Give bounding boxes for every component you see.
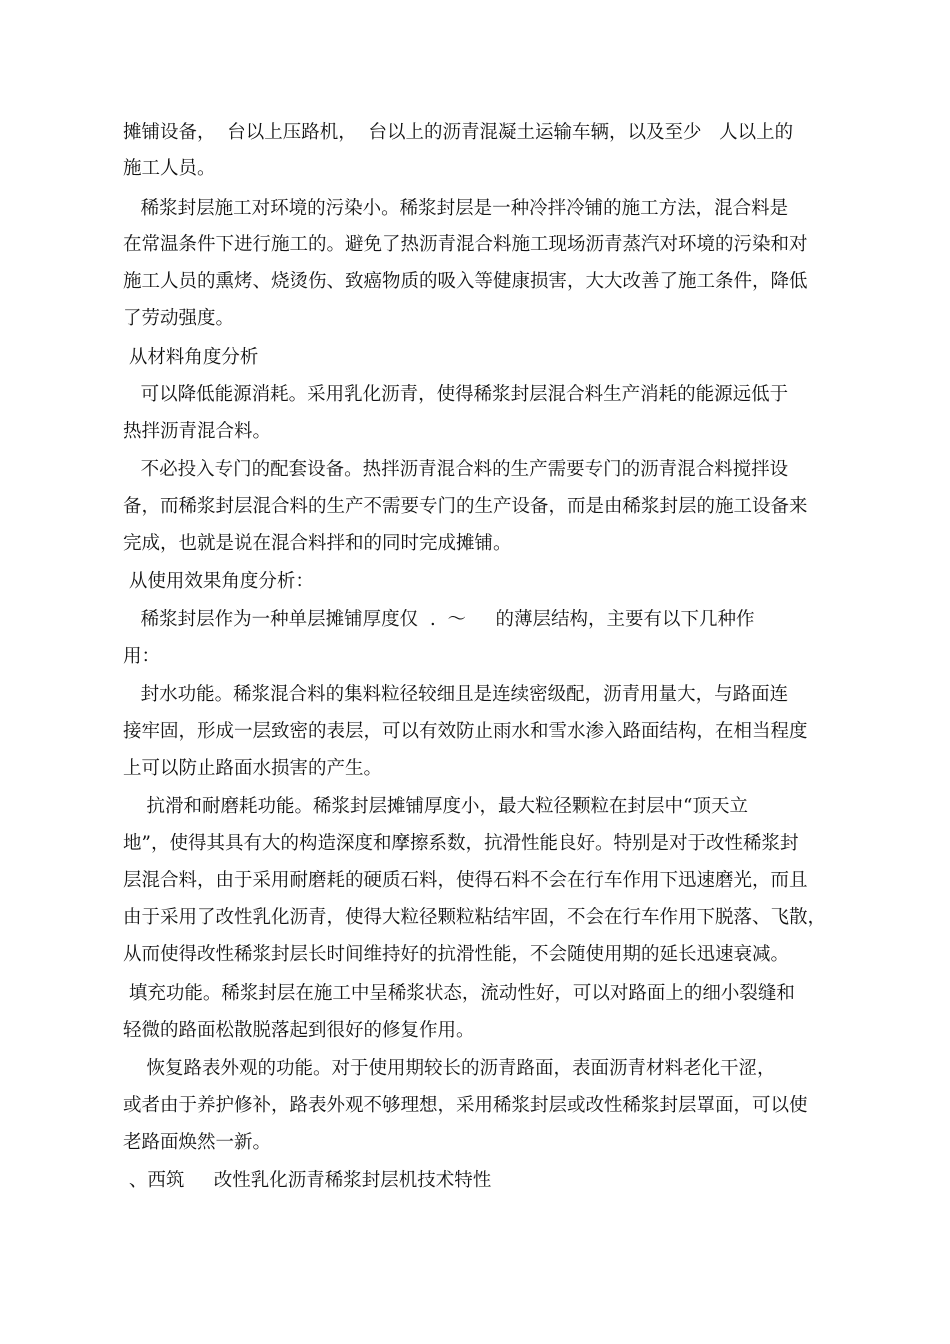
text-line: 老路面焕然一新。 (123, 1132, 272, 1153)
text-line: 不必投入专门的配套设备。热拌沥青混合料的生产需要专门的沥青混合料搅拌设 (123, 459, 789, 480)
text-line: 或者由于养护修补，路表外观不够理想，采用稀浆封层或改性稀浆封层罩面，可以使 (123, 1095, 808, 1116)
text-line: 轻微的路面松散脱落起到很好的修复作用。 (123, 1020, 475, 1041)
text-line: 施工人员的熏烤、烧烫伤、致癌物质的吸入等健康损害，大大改善了施工条件，降低 (123, 271, 808, 292)
text-line: 了劳动强度。 (123, 308, 235, 329)
text-line: 接牢固，形成一层致密的表层，可以有效防止雨水和雪水渗入路面结构，在相当程度 (123, 721, 808, 742)
text-line: 上可以防止路面水损害的产生。 (123, 758, 383, 779)
text-line: 地”，使得其具有大的构造深度和摩擦系数，抗滑性能良好。特别是对于改性稀浆封 (123, 833, 799, 854)
text-line: 备，而稀浆封层混合料的生产不需要专门的生产设备，而是由稀浆封层的施工设备来 (123, 496, 808, 517)
text-line: 抗滑和耐磨耗功能。稀浆封层摊铺厚度小，最大粒径颗粒在封层中“顶天立 (123, 796, 748, 817)
text-line: 可以降低能源消耗。采用乳化沥青，使得稀浆封层混合料生产消耗的能源远低于 (123, 384, 789, 405)
section-heading: 、西筑 改性乳化沥青稀浆封层机技术特性 (123, 1170, 492, 1191)
text-line: 层混合料，由于采用耐磨耗的硬质石料，使得石料不会在行车作用下迅速磨光，而且 (123, 870, 808, 891)
section-heading: 从使用效果角度分析： (123, 571, 314, 592)
text-line: 摊铺设备， 台以上压路机， 台以上的沥青混凝土运输车辆，以及至少 人以上的 (123, 122, 794, 143)
text-line: 恢复路表外观的功能。对于使用期较长的沥青路面，表面沥青材料老化干涩， (123, 1058, 776, 1079)
text-line: 稀浆封层作为一种单层摊铺厚度仅 . ～ 的薄层结构，主要有以下几种作 (123, 609, 755, 630)
text-line: 填充功能。稀浆封层在施工中呈稀浆状态，流动性好，可以对路面上的细小裂缝和 (123, 983, 795, 1004)
text-line: 在常温条件下进行施工的。避免了热沥青混合料施工现场沥青蒸汽对环境的污染和对 (123, 234, 808, 255)
text-line: 热拌沥青混合料。 (123, 421, 272, 442)
text-line: 施工人员。 (123, 158, 216, 179)
section-heading: 从材料角度分析 (123, 347, 259, 368)
text-line: 封水功能。稀浆混合料的集料粒径较细且是连续密级配，沥青用量大，与路面连 (123, 684, 789, 705)
text-line: 稀浆封层施工对环境的污染小。稀浆封层是一种冷拌冷铺的施工方法，混合料是 (123, 198, 789, 219)
text-line: 用： (123, 646, 161, 667)
text-line: 从而使得改性稀浆封层长时间维持好的抗滑性能，不会随使用期的延长迅速衰减。 (123, 944, 790, 965)
text-line: 完成，也就是说在混合料拌和的同时完成摊铺。 (123, 533, 512, 554)
text-line: 由于采用了改性乳化沥青，使得大粒径颗粒粘结牢固，不会在行车作用下脱落、飞散， (123, 907, 827, 928)
